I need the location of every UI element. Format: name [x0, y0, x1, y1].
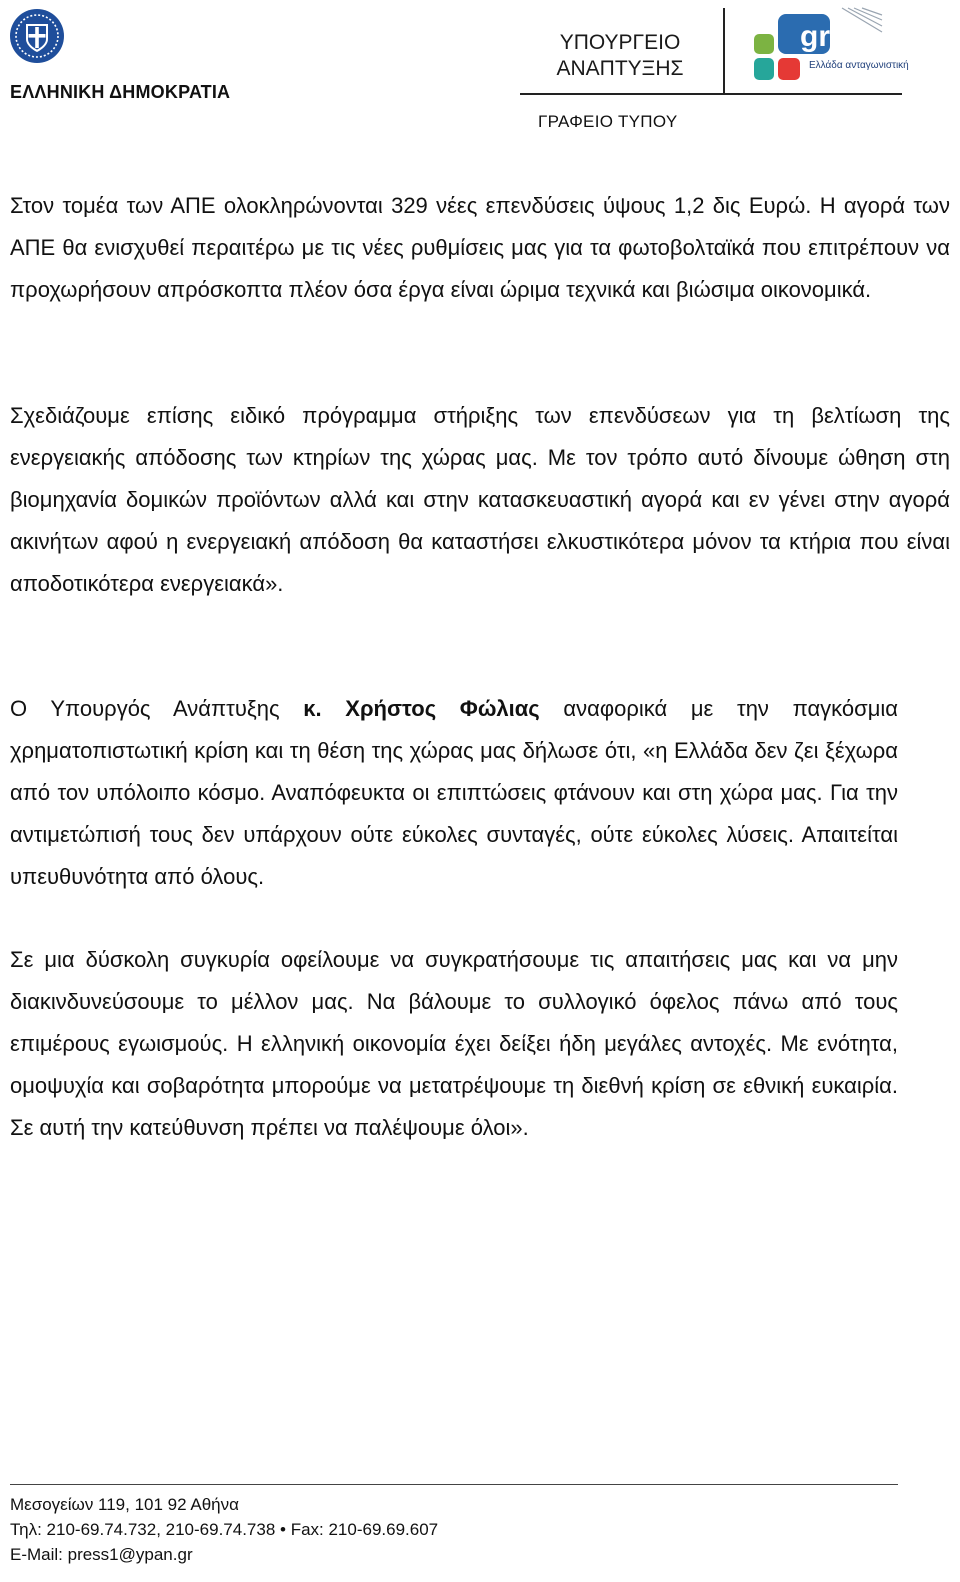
ministry-line-2: ΑΝΑΠΤΥΞΗΣ — [556, 57, 684, 80]
paragraph-energy-efficiency: Σχεδιάζουμε επίσης ειδικό πρόγραμμα στήριξης των επενδύσεων για τη βελτίωση της ενεργειακής απόδοσης των κτηρίων της χώρας μας. Με τον τρόπο αυτό δίνουμε ώθηση στη βιομηχανία δομικών προϊόντων αλλά και στην κατασκευαστική αγορά και εν γένει στην αγορά ακινήτων αφού η ενεργειακή απόδοση θα καταστήσει ελκυστικότερα μόνον τα κτήρια που είναι αποδοτικότερα ενεργειακά». — [10, 403, 950, 596]
footer-email: E-Mail: press1@ypan.gr — [10, 1545, 193, 1564]
greece-competitive-logo — [752, 6, 909, 88]
paragraph-minister-intro: Ο Υπουργός Ανάπτυξης — [10, 696, 304, 721]
header-divider — [520, 93, 902, 95]
footer-address: Μεσογείων 119, 101 92 Αθήνα — [10, 1495, 239, 1514]
logo-gr-text: gr — [800, 20, 830, 53]
greek-emblem-icon — [9, 8, 65, 64]
paragraph-crisis-call: Σε μια δύσκολη συγκυρία οφείλουμε να συγκρατήσουμε τις απαιτήσεις μας και να μην διακινδυνεύσουμε το μέλλον μας. Να βάλουμε το συλλογικό όφελος πάνω από τους επιμέρους εγωισμούς. Η ελληνική οικονομία έχει δείξει ήδη μεγάλες αντοχές. Με ενότητα, ομοψυχία και σοβαρότητα μπορούμε να μετατρέψουμε τη διεθνή κρίση σε εθνική ευκαιρία. Σε αυτή την κατεύθυνση πρέπει να παλέψουμε όλοι». — [10, 947, 898, 1140]
footer-divider — [10, 1484, 898, 1485]
footer-phone: Τηλ: 210-69.74.732, 210-69.74.738 • Fax: 210-69.69.607 — [10, 1520, 439, 1539]
logo-caption: Ελλάδα ανταγωνιστική — [809, 60, 909, 71]
minister-name: κ. Χρήστος Φώλιας — [303, 696, 540, 721]
header-divider-vertical — [723, 8, 725, 93]
press-office-label: ΓΡΑΦΕΙΟ ΤΥΠΟΥ — [538, 112, 678, 131]
ministry-name — [520, 30, 720, 82]
paragraph-minister-quote: αναφορικά με την παγκόσμια χρηματοπιστωτική κρίση και τη θέση της χώρας μας δήλωσε ότι, «η Ελλάδα δεν ζει ξέχωρα από τον υπόλοιπο κόσμο. Αναπόφευκτα οι επιπτώσεις φτάνουν και στη χώρα μας. Για την αντιμετώπισή τους δεν υπάρχουν ούτε εύκολες συνταγές, ούτε εύκολες λύσεις. Απαιτείται υπευθυνότητα από όλους. — [10, 696, 898, 889]
ministry-line-1: ΥΠΟΥΡΓΕΙΟ — [559, 31, 681, 54]
footer-contact — [10, 1492, 438, 1567]
republic-title: ΕΛΛΗΝΙΚΗ ΔΗΜΟΚΡΑΤΙΑ — [10, 82, 231, 102]
paragraph-renewables: Στον τομέα των ΑΠΕ ολοκληρώνονται 329 νέες επενδύσεις ύψους 1,2 δις Ευρώ. Η αγορά των ΑΠΕ θα ενισχυθεί περαιτέρω με τις νέες ρυθμίσεις μας για τα φωτοβολταϊκά που επιτρέπουν να προχωρήσουν απρόσκοπτα πλέον όσα έργα είναι ώριμα τεχνικά και βιώσιμα οικονομικά. — [10, 193, 950, 302]
paragraph-minister-statement — [10, 688, 898, 898]
